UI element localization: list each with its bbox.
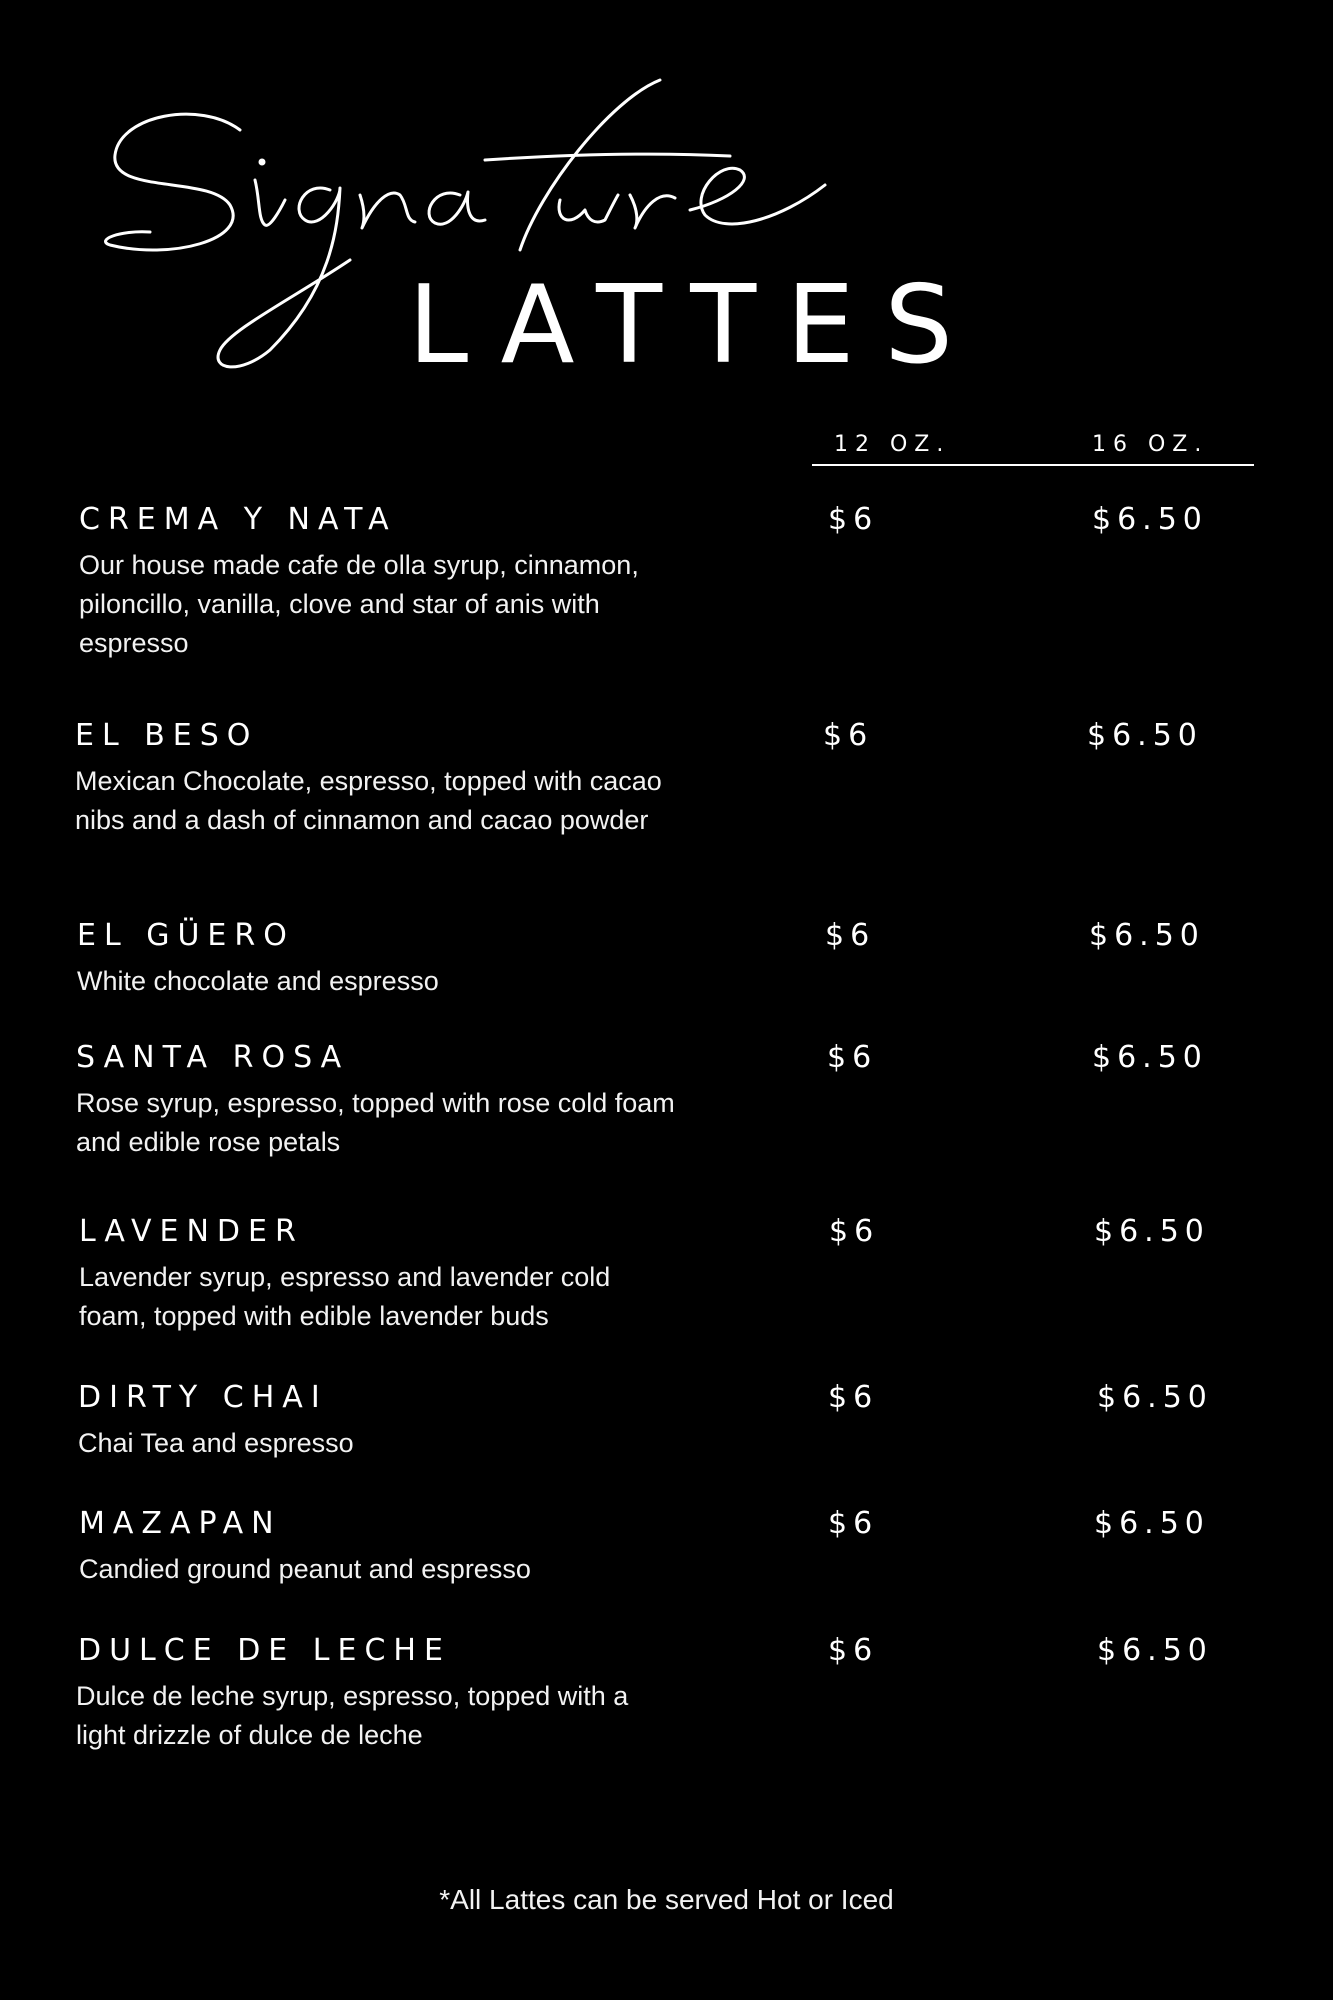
item-name: CREMA Y NATA [79, 502, 397, 537]
price-12oz: $6 [823, 718, 874, 753]
item-description: Dulce de leche syrup, espresso, topped with a light drizzle of dulce de leche [76, 1681, 629, 1750]
item-name: EL GÜERO [77, 918, 295, 953]
footnote: *All Lattes can be served Hot or Iced [439, 1884, 894, 1915]
price-16oz: $6.50 [1097, 1633, 1213, 1668]
price-16oz: $6.50 [1094, 1506, 1210, 1541]
price-12oz: $6 [828, 502, 879, 537]
item-description: Rose syrup, espresso, topped with rose cold foam and edible rose petals [76, 1088, 675, 1157]
item-description: Our house made cafe de olla syrup, cinnamon, piloncillo, vanilla, clove and star of anis with espresso [79, 550, 639, 658]
price-16oz: $6.50 [1094, 1214, 1210, 1249]
item-description: Lavender syrup, espresso and lavender cold foam, topped with edible lavender buds [79, 1262, 611, 1331]
price-12oz: $6 [827, 1040, 878, 1075]
size-header-rule [812, 464, 1254, 466]
price-12oz: $6 [828, 1506, 879, 1541]
item-name: SANTA ROSA [76, 1040, 350, 1075]
price-16oz: $6.50 [1092, 502, 1208, 537]
size-label-16oz: 16 OZ. [1092, 432, 1209, 457]
item-name: DULCE DE LECHE [78, 1633, 451, 1668]
price-16oz: $6.50 [1097, 1380, 1213, 1415]
lattes-title: LATTES [408, 263, 983, 388]
item-description: White chocolate and espresso [77, 966, 439, 996]
size-header [812, 432, 1254, 472]
price-12oz: $6 [828, 1633, 879, 1668]
price-16oz: $6.50 [1092, 1040, 1208, 1075]
price-16oz: $6.50 [1087, 718, 1203, 753]
item-name: LAVENDER [79, 1214, 304, 1249]
item-description: Mexican Chocolate, espresso, topped with cacao nibs and a dash of cinnamon and cacao powder [75, 766, 662, 835]
price-12oz: $6 [829, 1214, 880, 1249]
price-12oz: $6 [825, 918, 876, 953]
item-name: MAZAPAN [79, 1506, 282, 1541]
item-name: EL BESO [75, 718, 259, 753]
price-12oz: $6 [828, 1380, 879, 1415]
item-description: Chai Tea and espresso [78, 1428, 354, 1458]
item-description: Candied ground peanut and espresso [79, 1554, 531, 1584]
item-name: DIRTY CHAI [78, 1380, 328, 1415]
price-16oz: $6.50 [1089, 918, 1205, 953]
size-label-12oz: 12 OZ. [834, 432, 951, 457]
